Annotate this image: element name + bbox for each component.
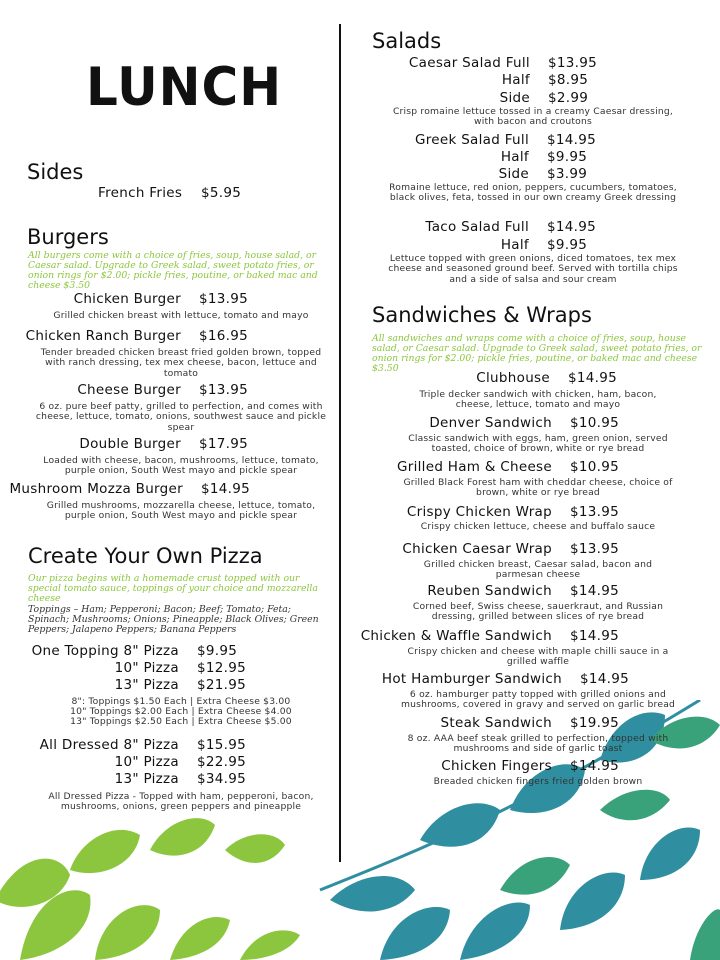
item-name: One Topping 8" Pizza [31,643,179,659]
pizza-extras-13: 13" Toppings $2.50 Each | Extra Cheese $5.00 [70,716,292,727]
item-price: $14.95 [570,758,620,774]
item-price: $14.95 [580,671,630,687]
item-price: $9.95 [197,643,238,659]
menu-item-taco-full [340,219,596,235]
item-description: Tender breaded chicken breast fried golden brown, topped with ranch dressing, tex mex cheese, bacon, lettuce and tomato [40,347,322,379]
menu-item-sandwich [340,628,619,644]
sandwiches-heading: Sandwiches & Wraps [372,303,592,327]
pizza-toppings: Toppings – Ham; Pepperoni; Bacon; Beef; Tomato; Feta; Spinach; Mushrooms; Onions; Pineapple; Black Olives; Green Peppers; Jalapeno Peppers; Banana Peppers [28,604,319,636]
burgers-note: All burgers come with a choice of fries, soup, house salad, or Caesar salad. Upgrade to Greek salad, sweet potato fries, or onion rings for $2.00; pickle fries, poutine, or baked mac and cheese $3.50 [28,250,318,292]
item-name: Clubhouse [476,370,550,386]
menu-item-cheese-burger [0,382,248,398]
item-name: Half [501,72,530,88]
item-price: $14.95 [201,481,251,497]
all-dressed-description: All Dressed Pizza - Topped with ham, pepperoni, bacon, mushrooms, onions, green peppers and pineapple [48,791,314,813]
item-description: Grilled chicken breast with lettuce, tomato and mayo [53,310,309,321]
menu-item-sandwich [340,758,619,774]
item-name: 13" Pizza [114,677,179,693]
salads-heading: Salads [372,29,442,53]
item-price: $13.95 [570,541,620,557]
item-price: $17.95 [199,436,249,452]
menu-item-chicken-ranch-burger [0,328,248,344]
item-name: Reuben Sandwich [427,583,552,599]
item-price: $9.95 [547,237,588,253]
burgers-heading: Burgers [27,225,109,249]
menu-item-double-burger [0,436,248,452]
pizza-note: Our pizza begins with a homemade crust topped with our special tomato sauce, toppings of your choice and mozzarella cheese [28,573,318,605]
item-description: Crispy chicken lettuce, cheese and buffalo sauce [420,521,656,532]
item-price: $8.95 [548,72,589,88]
item-name: Chicken & Waffle Sandwich [360,628,552,644]
item-description: Grilled mushrooms, mozzarella cheese, lettuce, tomato, purple onion, South West mayo and pickle spear [46,500,316,522]
item-name: Double Burger [79,436,181,452]
item-description: Loaded with cheese, bacon, mushrooms, lettuce, tomato, purple onion, South West mayo and pickle spear [43,455,319,477]
menu-item-greek-full [340,132,596,148]
menu-item-sandwich [340,715,619,731]
item-description: Grilled Black Forest ham with cheddar cheese, choice of brown, white or rye bread [403,477,673,499]
menu-item-sandwich [340,415,619,431]
menu-item-all-dressed-13 [0,771,246,787]
menu-item-sandwich [340,370,617,386]
item-name: Grilled Ham & Cheese [396,459,552,475]
item-price: $9.95 [547,149,588,165]
menu-item-one-topping-10 [0,660,246,676]
sides-heading: Sides [27,160,84,184]
item-price: $12.95 [197,660,247,676]
item-description: Romaine lettuce, red onion, peppers, cucumbers, tomatoes, black olives, feta, tossed in our own creamy Greek dressing [389,182,677,204]
item-description: Grilled chicken breast, Caesar salad, bacon and parmesan cheese [423,559,653,581]
item-price: $3.99 [547,166,588,182]
menu-item-sandwich [340,459,619,475]
menu-item-caesar-half [340,72,588,88]
page-title: LUNCH [86,56,283,118]
item-description: Lettuce topped with green onions, diced tomatoes, tex mex cheese and seasoned ground beef. Served with tortilla chips and a side of salsa and sour cream [388,253,678,285]
item-name: Side [499,90,530,106]
pizza-extras-10: 10" Toppings $2.00 Each | Extra Cheese $4.00 [70,706,292,717]
item-description: Corned beef, Swiss cheese, sauerkraut, and Russian dressing, grilled between slices of rye bread [412,601,664,623]
item-price: $13.95 [199,291,249,307]
item-name: 10" Pizza [114,754,179,770]
item-price: $21.95 [197,677,247,693]
sandwiches-note: All sandwiches and wraps come with a choice of fries, soup, house salad, or Caesar salad. Upgrade to Greek salad, sweet potato fries, or onion rings for $2.00; pickle fries, poutine, or baked mac and cheese $3.50 [372,333,702,375]
item-price: $14.95 [570,583,620,599]
item-price: $13.95 [199,382,249,398]
item-price: $14.95 [547,132,597,148]
menu-item-caesar-side [340,90,588,106]
menu-item-sandwich [340,583,619,599]
item-price: $16.95 [199,328,249,344]
item-name: 10" Pizza [114,660,179,676]
menu-item-one-topping-8 [0,643,237,659]
menu-item-greek-half [340,149,587,165]
item-name: Denver Sandwich [429,415,552,431]
item-price: $14.95 [568,370,618,386]
item-description: Triple decker sandwich with chicken, ham, bacon, cheese, lettuce, tomato and mayo [419,389,657,411]
item-description: 6 oz. hamburger patty topped with grilled onions and mushrooms, covered in gravy and served on garlic bread [400,689,676,711]
item-price: $5.95 [201,185,242,201]
item-name: Mushroom Mozza Burger [9,481,183,497]
item-description: Crispy chicken and cheese with maple chilli sauce in a grilled waffle [407,646,669,668]
item-description: Breaded chicken fingers fried golden brown [433,776,643,787]
item-description: Crisp romaine lettuce tossed in a creamy Caesar dressing, with bacon and croutons [392,106,674,128]
item-description: 6 oz. pure beef patty, grilled to perfection, and comes with cheese, lettuce, tomato, onions, southwest sauce and pickle spear [35,401,327,433]
menu-item-all-dressed-10 [0,754,246,770]
menu-item-chicken-burger [0,291,338,307]
menu-item-taco-half [340,237,587,253]
item-price: $10.95 [570,415,620,431]
item-name: Taco Salad Full [425,219,529,235]
item-price: $19.95 [570,715,620,731]
item-name: Cheese Burger [77,382,181,398]
menu-item-one-topping-13 [0,677,246,693]
item-name: Chicken Burger [73,291,181,307]
menu-item-sandwich [340,541,619,557]
item-name: Chicken Fingers [441,758,552,774]
item-name: Chicken Caesar Wrap [402,541,552,557]
item-name: Chicken Ranch Burger [25,328,181,344]
pizza-heading: Create Your Own Pizza [28,544,263,568]
item-price: $2.99 [548,90,589,106]
item-price: $10.95 [570,459,620,475]
item-description: Classic sandwich with eggs, ham, green onion, served toasted, choice of brown, white or rye bread [408,433,668,455]
item-name: Steak Sandwich [440,715,552,731]
item-name: Half [500,149,529,165]
menu-item-greek-side [340,166,587,182]
item-name: Half [500,237,529,253]
pizza-extras-8: 8": Toppings $1.50 Each | Extra Cheese $3.00 [71,696,291,707]
item-name: 13" Pizza [114,771,179,787]
menu-item-mushroom-mozza-burger [0,481,250,497]
item-name: Side [498,166,529,182]
menu-item-sandwich [340,504,619,520]
item-price: $13.95 [570,504,620,520]
item-price: $15.95 [197,737,247,753]
item-price: $22.95 [197,754,247,770]
item-name: Hot Hamburger Sandwich [381,671,562,687]
item-name: Greek Salad Full [414,132,529,148]
item-price: $13.95 [548,55,598,71]
menu-item-french-fries [98,185,241,201]
menu-item-all-dressed-8 [0,737,246,753]
menu-item-sandwich [340,671,629,687]
item-price: $34.95 [197,771,247,787]
item-name: Caesar Salad Full [408,55,530,71]
menu-item-caesar-full [340,55,597,71]
item-name: French Fries [98,185,183,201]
item-description: 8 oz. AAA beef steak grilled to perfection, topped with mushrooms and side of garlic toast [407,733,669,755]
item-price: $14.95 [570,628,620,644]
item-price: $14.95 [547,219,597,235]
item-name: Crispy Chicken Wrap [406,504,552,520]
item-name: All Dressed 8" Pizza [39,737,179,753]
